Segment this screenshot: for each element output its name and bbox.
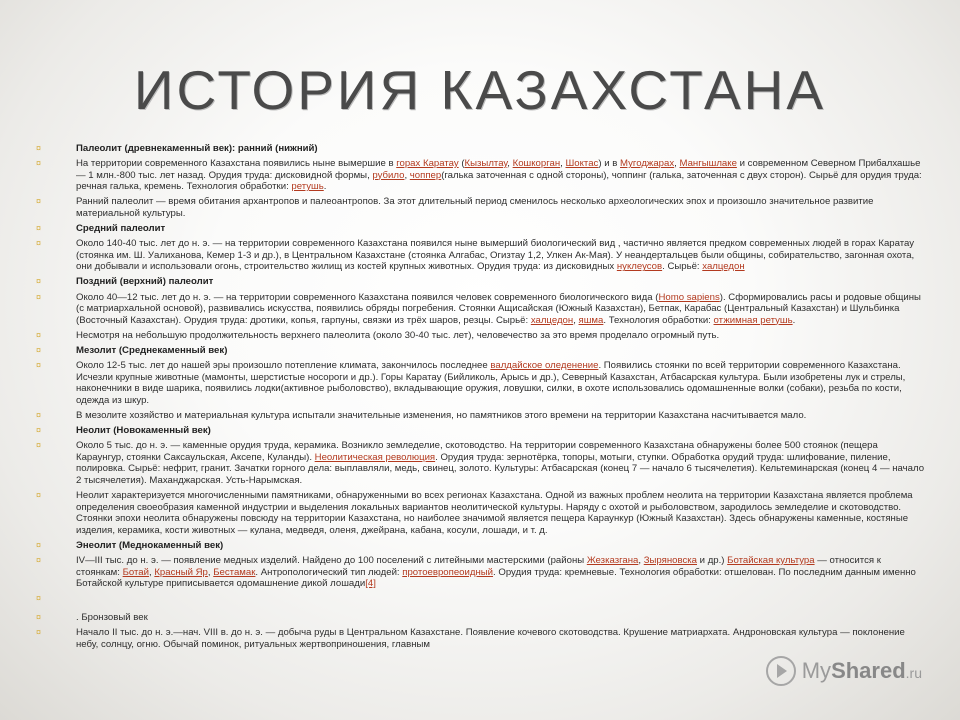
text-run: и др.) <box>697 554 728 566</box>
text-run: ( <box>458 158 465 170</box>
list-item <box>36 196 926 219</box>
text-run: Поздний (верхний) палеолит <box>76 276 214 288</box>
bullet-icon: ¤ <box>36 223 42 234</box>
bullet-icon: ¤ <box>36 424 42 435</box>
wiki-link[interactable]: Красный Яр <box>154 566 208 578</box>
text-run: , <box>674 158 680 170</box>
list-item <box>36 440 926 486</box>
text-run: , <box>207 566 214 578</box>
text-run: Неолит (Новокаменный век) <box>76 424 211 436</box>
text-run: , <box>573 314 579 326</box>
wiki-link[interactable]: Homo sapiens <box>658 291 720 303</box>
text-run: . Появились стоянки по всей территории современного Казахстана. Исчезли крупные животные (мамонты, шерстистые носороги и др.). Горы Каратау (Бийликоль, Арысь и др.), Северный Казахстан, Атбасарская культура. Были изобретены лук и стрелы, наконечники в виде шарика, появились лодки(активное рыболовство), вкладывающие оружия, ловушки, силки, в охоте использовались одомашненные волки (собаки), резьба по кости, одежда из шкур. <box>76 360 906 406</box>
list-item <box>36 238 926 273</box>
section-heading <box>36 276 926 288</box>
text-run: Начало II тыс. до н. э.—нач. VIII в. до н. э. — добыча руды в Центральном Казахстане. Появление кочевого скотоводства. Крушение матриархата. Андроновская культура — поклонение небу, солнцу, огню. Обычай поминок, ритуальных жертвоприношения, главным <box>76 626 905 650</box>
wiki-link[interactable]: валдайское оледенение <box>490 360 599 371</box>
wiki-link[interactable]: рубило <box>372 169 405 181</box>
bullet-icon: ¤ <box>36 489 42 500</box>
text-run: Около 40—12 тыс. лет до н. э. — на территории современного Казахстана появился человек современного биологического вида ( <box>76 291 659 303</box>
section-heading <box>36 425 926 437</box>
wiki-link[interactable]: яшма <box>578 314 604 326</box>
wiki-link[interactable]: халцедон <box>702 261 745 273</box>
item-text <box>76 158 922 192</box>
wiki-link[interactable]: ретушь <box>291 181 324 193</box>
text-run: Средний палеолит <box>76 223 166 235</box>
list-item <box>36 410 926 422</box>
item-text <box>76 330 719 341</box>
item-text <box>76 292 921 326</box>
item-text <box>76 223 165 234</box>
text-run: ) и в <box>598 158 621 170</box>
wiki-link[interactable]: Кошкорган <box>512 158 561 170</box>
text-run: , <box>149 566 155 578</box>
wiki-link[interactable]: Ботай <box>122 566 149 578</box>
text-run: . Технология обработки: <box>603 314 714 326</box>
item-text <box>76 425 211 436</box>
wiki-link[interactable]: Бестамак <box>213 566 256 578</box>
bullet-icon: ¤ <box>36 158 42 169</box>
text-run: , <box>560 158 566 170</box>
bullet-icon: ¤ <box>36 593 42 604</box>
item-text <box>76 612 148 623</box>
text-run: , <box>638 554 644 566</box>
text-run: Ранний палеолит — время обитания архантропов и палеоантропов. За этот длительный период сменилось несколько археологических эпох и произошло значительное развитие материальной культуры. <box>76 196 874 219</box>
bullet-icon: ¤ <box>36 196 42 207</box>
bullet-icon: ¤ <box>36 360 42 370</box>
wiki-link[interactable]: [4] <box>365 578 376 590</box>
bullet-icon: ¤ <box>36 143 42 153</box>
text-run: IV—III тыс. до н. э. — появление медных изделий. Найдено до 100 поселений с литейными мастерскими (районы <box>76 554 587 566</box>
wiki-link[interactable]: Ботайская культура <box>727 554 815 566</box>
text-run: Энеолит (Меднокаменный век) <box>76 539 224 551</box>
watermark-text: MyShared.ru <box>801 658 922 683</box>
list-item <box>36 360 926 406</box>
item-text <box>76 276 213 287</box>
bullet-icon: ¤ <box>36 626 42 637</box>
text-run: Около 5 тыс. до н. э. — каменные орудия труда, керамика. Возникло земледелие, скотоводство. На территории современного Казахстана обнаружены более 500 стоянок (пещера Караунгур, стоянки Саксаульская, Аксепе, Куланды). <box>76 440 878 463</box>
item-text <box>76 360 905 406</box>
wiki-link[interactable]: нуклеусов <box>616 261 663 273</box>
text-run: (галька заточенная с одной стороны), чоппинг (галька, заточенная с двух сторон). Сырьё для орудия труда: речная галька, кремень. Технология обработки: <box>76 169 922 193</box>
content-list <box>36 143 926 654</box>
wiki-link[interactable]: Мангышлаке <box>679 158 737 170</box>
text-run: . <box>323 181 327 193</box>
wiki-link[interactable]: халцедон <box>530 314 574 326</box>
item-text <box>76 490 913 536</box>
bullet-icon: ¤ <box>36 554 42 565</box>
text-run: Палеолит (древнекаменный век): ранний (нижний) <box>76 143 318 154</box>
item-text <box>76 440 924 486</box>
item-text <box>76 627 905 650</box>
list-item <box>36 627 926 650</box>
bullet-icon: ¤ <box>36 344 42 355</box>
wiki-link[interactable]: Шоктас <box>565 158 599 170</box>
text-run: Мезолит (Среднекаменный век) <box>76 344 228 356</box>
list-item <box>36 292 926 327</box>
item-text <box>76 143 318 154</box>
list-item <box>36 555 926 590</box>
item-text <box>76 238 914 272</box>
text-run: . Бронзовый век <box>76 611 148 623</box>
text-run: . <box>792 314 796 326</box>
section-heading <box>36 223 926 235</box>
bullet-icon: ¤ <box>36 611 42 622</box>
text-run: , <box>507 158 513 170</box>
bullet-icon: ¤ <box>36 440 42 451</box>
bullet-icon: ¤ <box>36 329 42 340</box>
list-item <box>36 490 926 536</box>
text-run: . Орудия труда: зернотёрка, топоры, мотыги, ступки. Обработка орудий труда: шлифование, пиление, полировка. Сырьё: нефрит, гранит. Зачатки горного дела: выплавляли, медь, свинец, золото. Культуры: Атбасарская (конец 7 — начало 6 тысячелетия). Кельтеминарская (конец 4 — начало 2 тысячелетия). Маханджарская. Усть-Нарымская. <box>76 451 925 486</box>
watermark <box>766 656 922 686</box>
text-run: . Орудия труда: кремневые. Технология обработки: отшелован. По последним данным именно Ботайской культуре приписывается одомашнение дикой лошади <box>76 566 916 590</box>
text-run: , <box>404 169 410 181</box>
wiki-link[interactable]: Мугоджарах <box>620 158 675 170</box>
item-text <box>76 410 806 421</box>
wiki-link[interactable]: отжимная ретушь <box>713 314 793 326</box>
text-run: и современном Северном Прибалхашье — 1 млн.-800 тыс. лет назад. Орудия труда: дисковидной формы, <box>76 158 921 181</box>
bullet-icon: ¤ <box>36 276 42 287</box>
page-title: ИСТОРИЯ КАЗАХСТАНА <box>133 59 827 121</box>
section-heading <box>36 540 926 552</box>
text-run: Около 12-5 тыс. лет до нашей эры произошло потепление климата, закончилось последнее <box>76 360 491 371</box>
bullet-icon: ¤ <box>36 291 42 302</box>
item-text <box>76 555 916 589</box>
bullet-icon: ¤ <box>36 238 42 249</box>
wiki-link[interactable]: горах Каратау <box>396 158 459 170</box>
text-run: В мезолите хозяйство и материальная культура испытали значительные изменения, но памятников этого времени на территории Казахстана насчитывается мало. <box>76 409 807 421</box>
text-run: ). Сформировались расы и родовые общины (с матриархальной основой), развивались искусства, появились обряды погребения. Стоянки Ащисайская (Южный Казахстан), Бетпак, Карабас (Центральный Казахстан) и Шульбинка (Восточный Казахстан). Орудия труда: дротики, копья, гарпуны, связки из трёх шаров, резцы. Сырьё: <box>76 291 921 326</box>
list-item <box>36 158 926 193</box>
item-text <box>76 196 873 219</box>
text-run: . Антропологический тип людей: <box>255 566 403 578</box>
wiki-link[interactable]: чоппер <box>409 169 442 181</box>
text-run: — относится к стоянкам: <box>76 554 881 578</box>
section-heading <box>36 143 926 155</box>
text-run: Около 140-40 тыс. лет до н. э. — на территории современного Казахстана появился ныне вымерший биологический вид , частично является предком современных людей в горах Каратау (стоянка им. Ш. Уалиханова, Кемер 1-3 и др.), в Центральном Казахстане (стоянка Алгабас, Огизтау 1,2, Улкен Ак-Мая). У неандертальцев были общины, собирательство, загонная охота, они добывали и использовали огонь, строительство жилищ из костей крупных животных. Орудия труда: из дисковидных <box>76 238 915 273</box>
item-text <box>76 345 227 356</box>
bullet-icon: ¤ <box>36 539 42 550</box>
wiki-link[interactable]: Зыряновска <box>643 554 697 566</box>
text-run: . Сырьё: <box>662 261 703 273</box>
wiki-link[interactable]: Кызылтау <box>464 158 508 170</box>
list-item <box>36 593 926 608</box>
section-heading <box>36 345 926 357</box>
wiki-link[interactable]: протоевропеоидный <box>402 566 494 578</box>
bullet-icon: ¤ <box>36 409 42 420</box>
text-run: Несмотря на небольшую продолжительность верхнего палеолита (около 30-40 тыс. лет), человечество за это время проделало огромный путь. <box>76 329 720 341</box>
text-run: На территории современного Казахстана появились ныне вымершие в <box>76 158 397 170</box>
play-icon <box>766 656 796 686</box>
wiki-link[interactable]: Жезказгана <box>586 554 639 566</box>
wiki-link[interactable]: Неолитическая революция <box>314 451 436 463</box>
list-item <box>36 330 926 342</box>
list-item <box>36 612 926 624</box>
item-text <box>76 540 223 551</box>
text-run: Неолит характеризуется многочисленными памятниками, обнаруженными во всех регионах Казахстана. Одной из важных проблем неолита на территории Казахстана является проблема определения своеобразия каменной индустрии и выделения локальных вариантов неолитической культуры. Наряду с охотой и рыболовством, зародилось земледелие и скотоводство. Стоянки эпохи неолита обнаружены повсюду на территории Казахстана, но наиболее значимой является пещера Караункур (Южный Казахстан). Здесь обнаружены каменные, костяные изделия, керамика, кости животных — кулана, медведя, оленя, джейрана, кабана, косули, лошади, и т. д. <box>76 489 913 536</box>
